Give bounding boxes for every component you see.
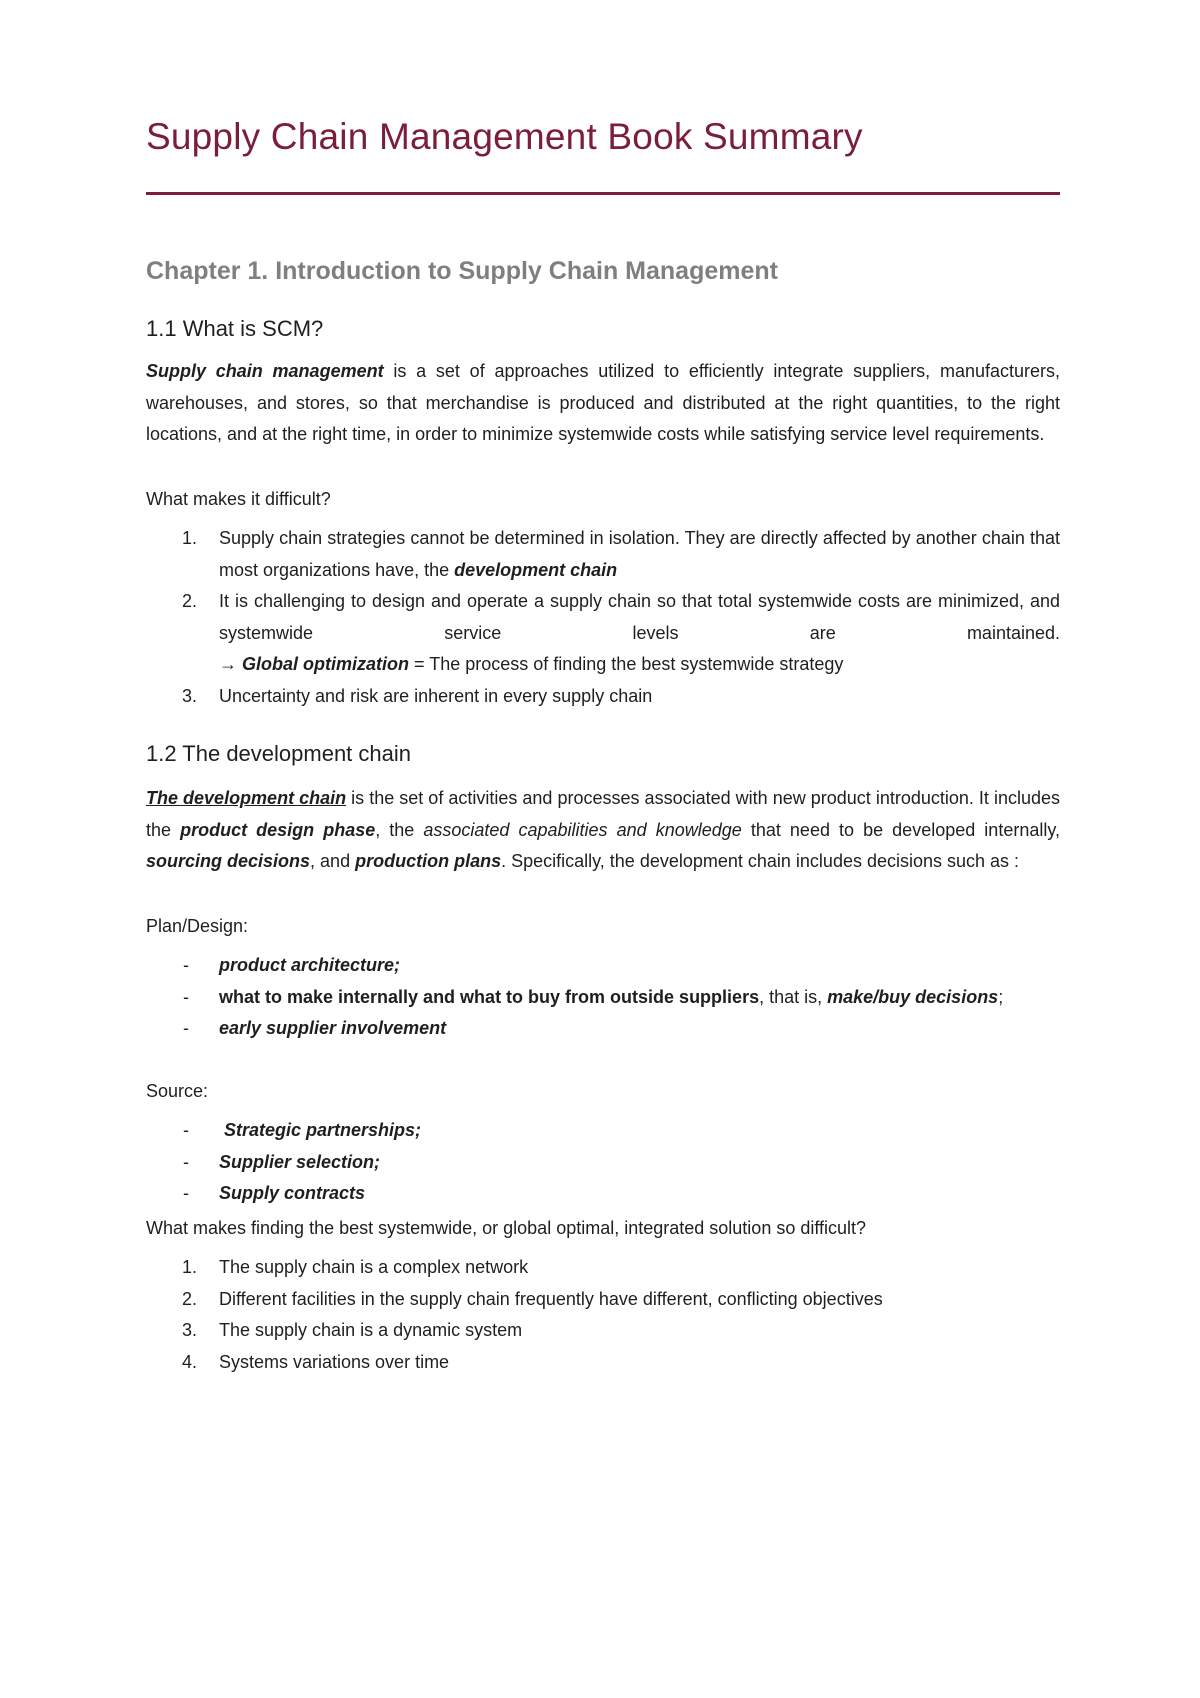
- list-dash: -: [183, 1183, 189, 1203]
- list-item: [146, 1115, 1060, 1147]
- paragraph-text: , the: [375, 819, 424, 840]
- list-item-end: ;: [998, 986, 1004, 1007]
- list-number: 1.: [182, 1257, 198, 1277]
- chapter-heading: Chapter 1. Introduction to Supply Chain Management: [146, 257, 778, 285]
- list-dash: -: [183, 986, 189, 1007]
- document-title: Supply Chain Management Book Summary: [146, 116, 863, 157]
- source-label: Source:: [146, 1081, 209, 1101]
- list-number: 2.: [182, 1288, 198, 1309]
- paragraph-emphasis: product design phase: [180, 819, 376, 840]
- section-heading-1-2: 1.2 The development chain: [146, 741, 411, 766]
- list-dash: -: [183, 955, 189, 975]
- plan-design-label: Plan/Design:: [146, 916, 249, 936]
- arrow-right-icon: →: [219, 654, 237, 674]
- list-item: [146, 982, 1060, 1014]
- list-dash: -: [183, 1120, 189, 1140]
- scm-term: Supply chain management: [146, 361, 384, 381]
- list-number: 2.: [182, 591, 198, 611]
- list-number: 4.: [182, 1351, 198, 1372]
- paragraph-text: is the set of activities and processes associated with new product introduction. It includes the: [146, 788, 1061, 840]
- list-item-text: Systems variations over time: [219, 1351, 450, 1372]
- paragraph-emphasis: associated capabilities and knowledge: [423, 819, 742, 840]
- list-item-text: product architecture;: [219, 955, 401, 975]
- global-optimal-question: What makes finding the best systemwide, or global optimal, integrated solution so difficult?: [146, 1218, 867, 1238]
- list-item: [146, 950, 1060, 982]
- list-item-emphasis: Global optimization: [242, 654, 410, 674]
- list-number: 3.: [182, 685, 198, 706]
- difficulty-question: What makes it difficult?: [146, 489, 331, 509]
- list-item-bold: what to make internally and what to buy from outside suppliers: [219, 986, 760, 1007]
- list-item: [146, 1347, 1060, 1379]
- list-item: [146, 523, 1060, 586]
- list-number: 1.: [182, 528, 198, 548]
- list-item: [146, 681, 1060, 713]
- list-item-text: early supplier involvement: [219, 1018, 447, 1038]
- paragraph-text: that need to be developed internally,: [741, 819, 1061, 840]
- paragraph-text: , and: [310, 851, 356, 871]
- global-optimization-line: [219, 654, 843, 674]
- list-item-text: Different facilities in the supply chain frequently have different, conflicting objectives: [219, 1288, 883, 1309]
- list-item: [146, 1252, 1060, 1284]
- list-item-text: Supply chain strategies cannot be determined in isolation. They are directly affected by another chain that most organizations have, the: [219, 528, 1060, 580]
- scm-definition-paragraph: [146, 356, 1060, 451]
- plan-design-list: [146, 950, 1060, 1045]
- list-number: 3.: [182, 1320, 198, 1340]
- list-item: [146, 1147, 1060, 1179]
- list-item-emphasis: make/buy decisions: [827, 986, 999, 1007]
- list-item-text-after: = The process of finding the best systemwide strategy: [409, 654, 844, 674]
- list-item: [146, 586, 1060, 681]
- reasons-list: [146, 1252, 1060, 1378]
- list-dash: -: [183, 1151, 189, 1172]
- development-chain-paragraph: [146, 783, 1060, 878]
- title-underline: [146, 192, 1060, 195]
- paragraph-text: . Specifically, the development chain includes decisions such as :: [501, 851, 1020, 871]
- list-item-text: It is challenging to design and operate a supply chain so that total systemwide costs are minimized, and systemwide service levels are maintained.: [219, 591, 1060, 643]
- source-list: [146, 1115, 1060, 1210]
- list-item-text: , that is,: [759, 986, 828, 1007]
- list-item: [146, 1178, 1060, 1210]
- list-item-text: The supply chain is a dynamic system: [219, 1320, 523, 1340]
- development-chain-term: The development chain: [146, 788, 347, 808]
- list-item: [146, 1013, 1060, 1045]
- list-item-text: Strategic partnerships;: [224, 1120, 422, 1140]
- list-item-emphasis: development chain: [454, 559, 618, 580]
- list-item: [146, 1315, 1060, 1347]
- scm-definition-text: is a set of approaches utilized to efficiently integrate suppliers, manufacturers, warehouses, and stores, so that merchandise is produced and distributed at the right quantities, to the right locations, and at the right time, in order to minimize systemwide costs while satisfying service level requirements.: [146, 361, 1060, 444]
- list-item-text: Uncertainty and risk are inherent in every supply chain: [219, 685, 653, 706]
- difficulty-list: [146, 523, 1060, 712]
- paragraph-emphasis: sourcing decisions: [146, 851, 311, 871]
- list-item-text: Supply contracts: [219, 1183, 366, 1203]
- list-item-text: The supply chain is a complex network: [219, 1257, 529, 1277]
- paragraph-emphasis: production plans: [355, 851, 502, 871]
- section-heading-1-1: 1.1 What is SCM?: [146, 316, 324, 341]
- list-item-text: Supplier selection;: [219, 1151, 381, 1172]
- list-item: [146, 1284, 1060, 1316]
- list-dash: -: [183, 1018, 189, 1038]
